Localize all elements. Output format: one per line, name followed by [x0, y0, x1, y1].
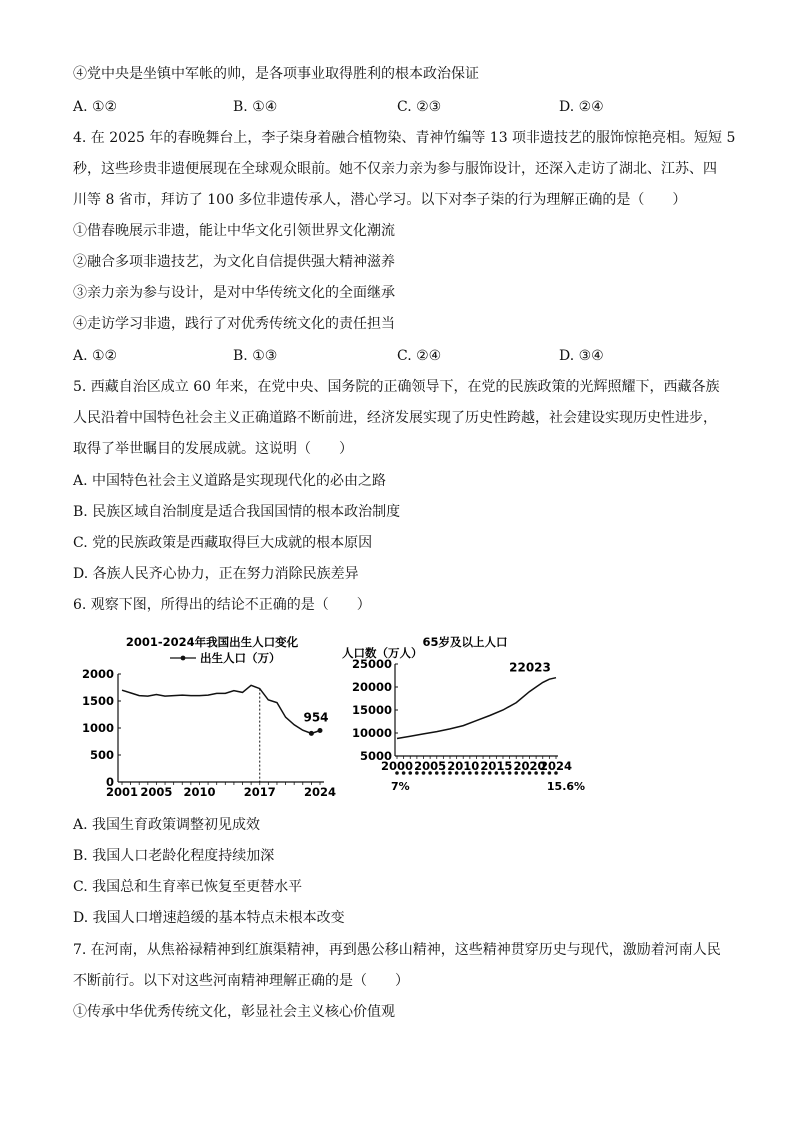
q3-option-b[interactable]: B. ①④ [233, 99, 278, 115]
chart1-last-point [318, 728, 323, 733]
q5-stem-line-2: 人民沿着中国特色社会主义正确道路不断前进，经济发展实现了历史性跨越，社会建设实现历史性进步， [73, 410, 717, 426]
chart2-y-tick-label: 20000 [351, 680, 392, 694]
q6-option-c[interactable]: C. 我国总和生育率已恢复至更替水平 [73, 879, 303, 895]
chart1-y-tick-label: 0 [105, 775, 114, 789]
chart2-x-tick-label: 2010 [447, 759, 480, 773]
chart2-y-tick-label: 5000 [359, 749, 392, 763]
q3-option-a[interactable]: A. ①② [73, 99, 118, 115]
q5-option-d[interactable]: D. 各族人民齐心协力，正在努力消除民族差异 [73, 566, 359, 582]
q4-stem-line-3: 川等 8 省市，拜访了 100 多位非遗传承人，潜心学习。以下对李子柒的行为理解正确的是（ ） [73, 192, 687, 208]
q4-item-3: ③亲力亲为参与设计，是对中华传统文化的全面继承 [73, 285, 395, 301]
chart2-bottom-left-label: 7% [391, 780, 410, 793]
chart2-bottom-right-label: 15.6% [546, 780, 586, 793]
q7-stem-line-1: 7. 在河南，从焦裕禄精神到红旗渠精神，再到愚公移山精神，这些精神贯穿历史与现代，激励着河南人民 [73, 942, 721, 958]
chart2-title: 65岁及以上人口 [422, 635, 508, 649]
chart1-y-tick-label: 2000 [81, 667, 114, 681]
chart1-x-tick-label: 2010 [183, 785, 216, 799]
chart2-y-tick-label: 25000 [351, 657, 392, 671]
q4-option-b[interactable]: B. ①③ [233, 348, 278, 364]
q3-options [73, 97, 733, 117]
chart2-x-tick-label: 2000 [380, 759, 414, 773]
q4-item-1: ①借春晚展示非遗，能让中华文化引领世界文化潮流 [73, 223, 395, 239]
q5-option-b[interactable]: B. 民族区域自治制度是适合我国国情的根本政治制度 [73, 504, 401, 520]
chart2-x-tick-label: 2015 [480, 759, 513, 773]
chart2-ylabel: 人口数（万人） [342, 646, 423, 660]
chart2-x-tick-label: 2024 [539, 759, 573, 773]
q6-figure [81, 630, 590, 800]
q5-stem-line-3: 取得了举世瞩目的发展成就。这说明（ ） [73, 441, 353, 457]
chart2-y-tick-label: 10000 [351, 726, 392, 740]
q6-option-d[interactable]: D. 我国人口增速趋缓的基本特点未根本改变 [73, 910, 345, 926]
chart2-x-tick-label: 2005 [414, 759, 447, 773]
chart1-annotation: 954 [303, 710, 329, 725]
q7-item-1: ①传承中华优秀传统文化，彰显社会主义核心价值观 [73, 1004, 395, 1020]
chart1-x-tick-label: 2005 [140, 785, 173, 799]
chart1-legend-label: 出生人口（万） [200, 651, 281, 665]
q3-item-4: ④党中央是坐镇中军帐的帅，是各项事业取得胜利的根本政治保证 [73, 66, 479, 82]
chart2-x-tick-label: 2020 [513, 759, 546, 773]
q4-option-d[interactable]: D. ③④ [559, 348, 604, 364]
chart1-min-point [309, 731, 314, 736]
chart1-axes [82, 667, 336, 799]
chart2-series-line [397, 678, 556, 739]
chart1-x-tick-label: 2017 [243, 785, 276, 799]
q4-item-4: ④走访学习非遗，践行了对优秀传统文化的责任担当 [73, 316, 395, 332]
q6-option-b[interactable]: B. 我国人口老龄化程度持续加深 [73, 848, 275, 864]
chart1-y-tick-label: 500 [89, 748, 114, 762]
chart2-plot [397, 678, 556, 739]
q3-option-d[interactable]: D. ②④ [559, 99, 604, 115]
q4-options [73, 346, 733, 366]
q5-option-c[interactable]: C. 党的民族政策是西藏取得巨大成就的根本原因 [73, 535, 373, 551]
chart1-x-tick-label: 2024 [303, 785, 337, 799]
q6-option-a[interactable]: A. 我国生育政策调整初见成效 [73, 817, 261, 833]
q7-stem-line-2: 不断前行。以下对这些河南精神理解正确的是（ ） [73, 973, 409, 989]
chart1-y-tick-label: 1000 [81, 721, 114, 735]
chart1-y-tick-label: 1500 [81, 694, 114, 708]
q5-stem-line-1: 5. 西藏自治区成立 60 年来，在党中央、国务院的正确领导下，在党的民族政策的光辉照耀下，西藏各族 [73, 379, 720, 395]
q6-stem: 6. 观察下图，所得出的结论不正确的是（ ） [73, 597, 371, 613]
q3-option-c[interactable]: C. ②③ [397, 99, 442, 115]
chart2-y-tick-label: 15000 [351, 703, 392, 717]
q4-option-c[interactable]: C. ②④ [397, 348, 442, 364]
q4-stem-line-2: 秒，这些珍贵非遗便展现在全球观众眼前。她不仅亲力亲为参与服饰设计，还深入走访了湖北、江苏、四 [73, 161, 717, 177]
chart1-plot [122, 685, 323, 782]
q4-item-2: ②融合多项非遗技艺，为文化自信提供强大精神滋养 [73, 254, 395, 270]
chart1-legend-marker [181, 656, 186, 661]
q6-charts-svg [81, 630, 590, 800]
q4-option-a[interactable]: A. ①② [73, 348, 118, 364]
q5-option-a[interactable]: A. 中国特色社会主义道路是实现现代化的必由之路 [73, 473, 387, 489]
chart1-x-tick-label: 2001 [105, 785, 139, 799]
chart2-annotation: 22023 [509, 660, 551, 675]
chart1-title: 2001-2024年我国出生人口变化 [125, 635, 299, 649]
q4-stem-line-1: 4. 在 2025 年的春晚舞台上，李子柒身着融合植物染、青神竹编等 13 项非遗技艺的服饰惊艳亮相。短短 5 [73, 130, 736, 146]
chart1-series-line [122, 685, 320, 733]
